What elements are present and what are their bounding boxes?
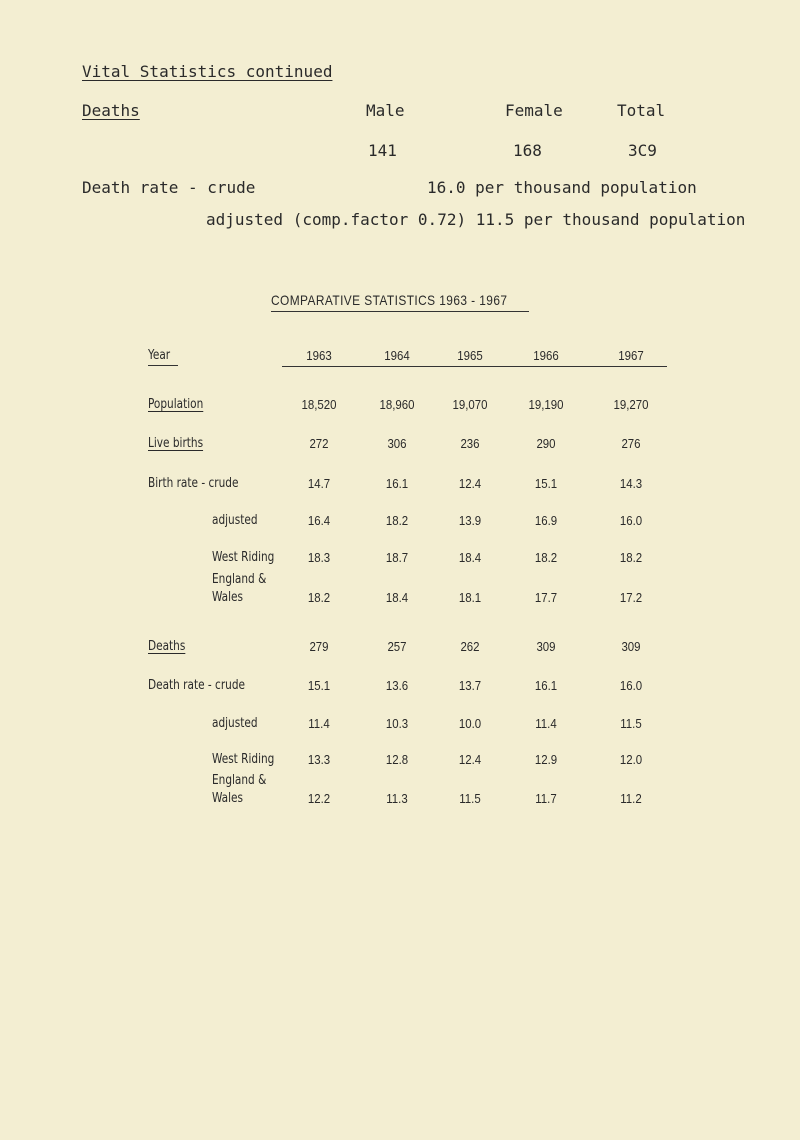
row-label-line1: England & bbox=[212, 773, 267, 788]
table-cell: 17.7 bbox=[534, 590, 558, 605]
row-label-line2: Wales bbox=[212, 590, 244, 605]
table-cell: 15.1 bbox=[307, 678, 331, 693]
table-cell: 11.7 bbox=[535, 791, 557, 806]
title-underline bbox=[271, 311, 529, 312]
table-cell: 18.2 bbox=[619, 550, 643, 565]
table-cell: 18,960 bbox=[379, 397, 415, 412]
row-label: Death rate - crude bbox=[148, 678, 245, 693]
total-value: 3C9 bbox=[628, 141, 657, 160]
col-male-header: Male bbox=[366, 101, 405, 120]
table-cell: 11.2 bbox=[620, 791, 642, 806]
section-title: Vital Statistics continued bbox=[82, 62, 333, 81]
table-cell: 12.4 bbox=[458, 752, 482, 767]
female-value: 168 bbox=[513, 141, 542, 160]
row-label: adjusted bbox=[212, 716, 258, 731]
table-cell: 18.4 bbox=[385, 590, 409, 605]
death-rate-crude: 16.0 per thousand population bbox=[427, 178, 697, 197]
table-cell: 16.1 bbox=[385, 476, 409, 491]
row-label: Population bbox=[148, 397, 204, 412]
table-cell: 309 bbox=[621, 639, 641, 654]
table-cell: 290 bbox=[536, 436, 556, 451]
table-cell: 16.9 bbox=[534, 513, 558, 528]
table-cell: 236 bbox=[460, 436, 480, 451]
table-cell: 10.0 bbox=[458, 716, 482, 731]
row-label: West Riding bbox=[212, 550, 275, 565]
table-cell: 11.3 bbox=[386, 791, 408, 806]
deaths-label: Deaths bbox=[82, 101, 140, 120]
table-cell: 16.0 bbox=[619, 513, 643, 528]
male-value: 141 bbox=[368, 141, 397, 160]
year-header-1965: 1965 bbox=[457, 348, 483, 363]
table-cell: 16.0 bbox=[619, 678, 643, 693]
year-label: Year bbox=[148, 348, 171, 363]
table-cell: 18.1 bbox=[458, 590, 482, 605]
table-cell: 16.4 bbox=[307, 513, 331, 528]
row-label: Birth rate - crude bbox=[148, 476, 239, 491]
year-header-1963: 1963 bbox=[306, 348, 332, 363]
row-label: West Riding bbox=[212, 752, 275, 767]
table-cell: 10.3 bbox=[385, 716, 409, 731]
table-cell: 16.1 bbox=[534, 678, 558, 693]
table-cell: 11.4 bbox=[308, 716, 330, 731]
row-label: adjusted bbox=[212, 513, 258, 528]
table-cell: 18,520 bbox=[301, 397, 337, 412]
death-rate-label: Death rate - crude bbox=[82, 178, 256, 197]
row-label-line1: England & bbox=[212, 572, 267, 587]
table-cell: 309 bbox=[536, 639, 556, 654]
row-label: Live births bbox=[148, 436, 204, 451]
row-label: Deaths bbox=[148, 639, 186, 654]
table-cell: 272 bbox=[309, 436, 329, 451]
col-female-header: Female bbox=[505, 101, 563, 120]
table-cell: 12.8 bbox=[385, 752, 409, 767]
table-cell: 18.2 bbox=[534, 550, 558, 565]
table-cell: 14.3 bbox=[619, 476, 643, 491]
year-header-1967: 1967 bbox=[618, 348, 644, 363]
death-rate-adjusted: adjusted (comp.factor 0.72) 11.5 per thousand population bbox=[206, 210, 746, 229]
table-cell: 18.3 bbox=[307, 550, 331, 565]
table-cell: 13.7 bbox=[458, 678, 482, 693]
table-cell: 15.1 bbox=[534, 476, 558, 491]
table-cell: 14.7 bbox=[307, 476, 331, 491]
table-cell: 11.5 bbox=[459, 791, 481, 806]
table-cell: 13.9 bbox=[458, 513, 482, 528]
year-underline bbox=[148, 365, 178, 366]
table-cell: 18.4 bbox=[458, 550, 482, 565]
table-cell: 279 bbox=[309, 639, 329, 654]
table-cell: 306 bbox=[387, 436, 407, 451]
table-cell: 18.7 bbox=[385, 550, 409, 565]
table-cell: 18.2 bbox=[307, 590, 331, 605]
table-cell: 11.5 bbox=[620, 716, 642, 731]
col-total-header: Total bbox=[617, 101, 666, 120]
table-cell: 12.9 bbox=[534, 752, 558, 767]
row-label-line2: Wales bbox=[212, 791, 244, 806]
table-title: COMPARATIVE STATISTICS 1963 - 1967 bbox=[271, 292, 508, 308]
table-cell: 11.4 bbox=[535, 716, 557, 731]
year-header-1964: 1964 bbox=[384, 348, 410, 363]
table-cell: 262 bbox=[460, 639, 480, 654]
table-cell: 19,070 bbox=[452, 397, 488, 412]
table-cell: 13.6 bbox=[385, 678, 409, 693]
year-header-1966: 1966 bbox=[533, 348, 559, 363]
table-cell: 19,270 bbox=[613, 397, 649, 412]
table-cell: 12.2 bbox=[307, 791, 331, 806]
table-cell: 18.2 bbox=[385, 513, 409, 528]
table-cell: 17.2 bbox=[619, 590, 643, 605]
years-underline bbox=[282, 366, 667, 367]
table-cell: 12.0 bbox=[619, 752, 643, 767]
table-cell: 19,190 bbox=[528, 397, 564, 412]
table-cell: 276 bbox=[621, 436, 641, 451]
table-cell: 12.4 bbox=[458, 476, 482, 491]
table-cell: 257 bbox=[387, 639, 407, 654]
table-cell: 13.3 bbox=[307, 752, 331, 767]
